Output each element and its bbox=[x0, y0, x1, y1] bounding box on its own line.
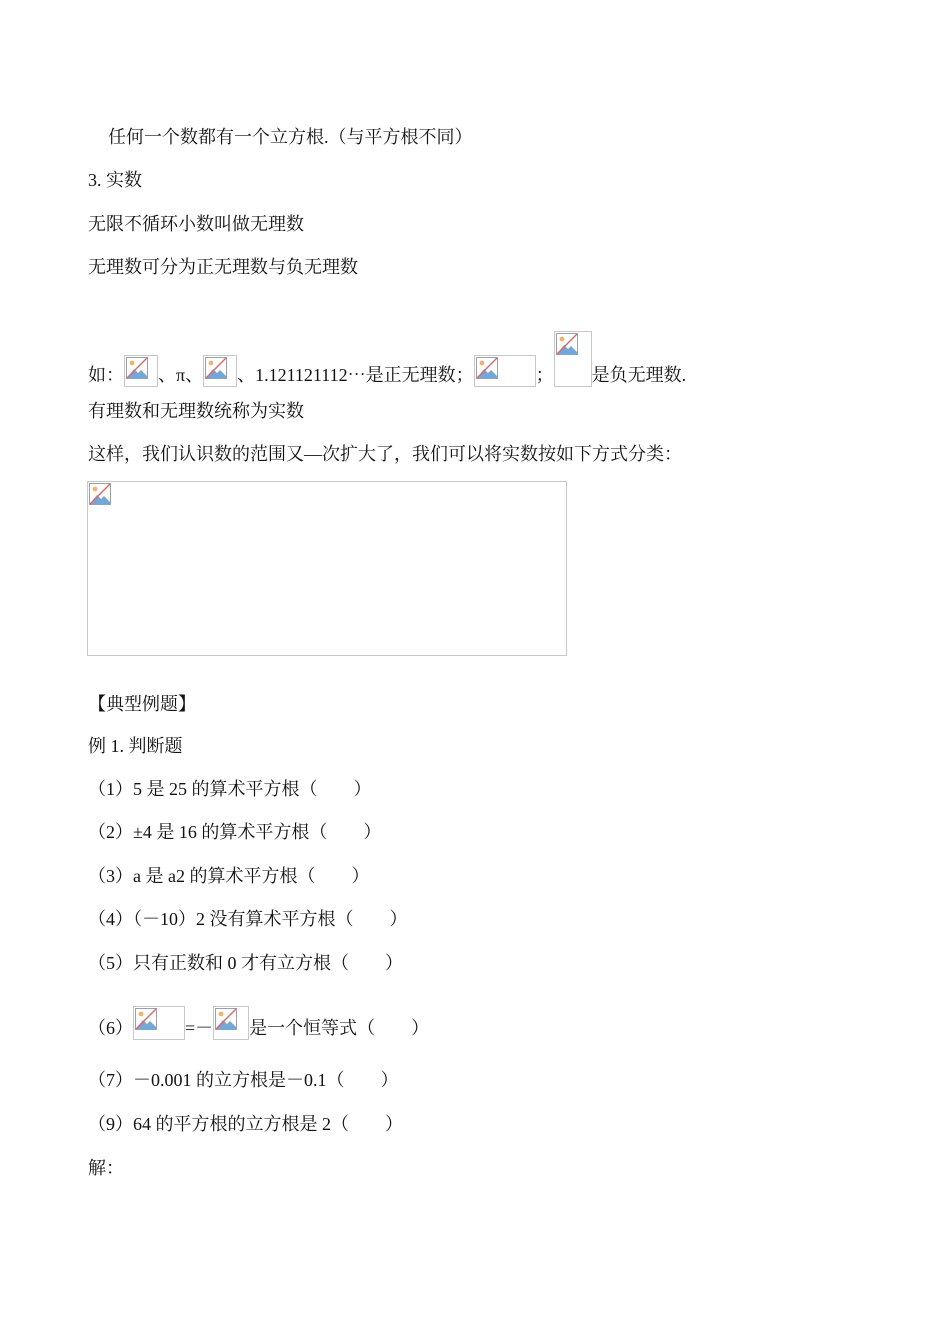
question-4: （4）（－10）2 没有算术平方根（ ） bbox=[88, 909, 408, 929]
broken-image-icon bbox=[205, 357, 227, 379]
negative-formula-image bbox=[474, 355, 536, 387]
cube-root-formula-image bbox=[133, 1006, 185, 1040]
irrational-definition: 无限不循环小数叫做无理数 bbox=[88, 214, 304, 234]
question-6 bbox=[88, 1006, 429, 1040]
broken-image-icon bbox=[476, 357, 498, 379]
section-title-real-numbers: 3. 实数 bbox=[88, 170, 142, 190]
broken-image-icon bbox=[135, 1008, 157, 1030]
broken-image-icon bbox=[126, 357, 148, 379]
broken-image-icon bbox=[556, 333, 578, 355]
question-6-middle: =－ bbox=[185, 1018, 214, 1038]
examples-separator: ； bbox=[535, 365, 554, 385]
question-1: （1）5 是 25 的算术平方根（ ） bbox=[88, 779, 372, 799]
typical-examples-heading: 【典型例题】 bbox=[88, 694, 196, 714]
examples-separator-pi: 、π、 bbox=[158, 365, 204, 385]
real-number-classification-image bbox=[87, 481, 567, 656]
question-3: （3）a 是 a2 的算术平方根（ ） bbox=[88, 866, 370, 886]
cube-root-formula-image bbox=[213, 1006, 249, 1040]
negative-formula-image bbox=[554, 331, 592, 387]
examples-negative-text: 是负无理数. bbox=[591, 365, 687, 385]
real-number-definition: 有理数和无理数统称为实数 bbox=[88, 401, 304, 421]
question-2: （2）±4 是 16 的算术平方根（ ） bbox=[88, 822, 382, 842]
question-6-prefix: （6） bbox=[88, 1018, 133, 1038]
examples-positive-text: 、1.121121112⋯是正无理数； bbox=[237, 365, 474, 385]
irrational-split: 无理数可分为正无理数与负无理数 bbox=[88, 257, 358, 277]
question-5: （5）只有正数和 0 才有立方根（ ） bbox=[88, 953, 403, 973]
broken-image-icon bbox=[89, 483, 111, 505]
examples-line bbox=[88, 331, 686, 387]
sqrt-formula-image bbox=[124, 355, 158, 387]
cube-root-note: 任何一个数都有一个立方根.（与平方根不同） bbox=[108, 127, 473, 147]
question-6-suffix: 是一个恒等式（ ） bbox=[249, 1018, 430, 1038]
classification-intro: 这样，我们认识数的范围又—次扩大了，我们可以将实数按如下方式分类： bbox=[88, 444, 682, 464]
sqrt-formula-image bbox=[203, 355, 237, 387]
example-1-title: 例 1. 判断题 bbox=[88, 736, 183, 756]
question-9: （9）64 的平方根的立方根是 2（ ） bbox=[88, 1114, 403, 1134]
broken-image-icon bbox=[215, 1008, 237, 1030]
examples-prefix: 如： bbox=[88, 365, 124, 385]
solution-label: 解： bbox=[88, 1158, 124, 1178]
question-7: （7）－0.001 的立方根是－0.1（ ） bbox=[88, 1070, 399, 1090]
